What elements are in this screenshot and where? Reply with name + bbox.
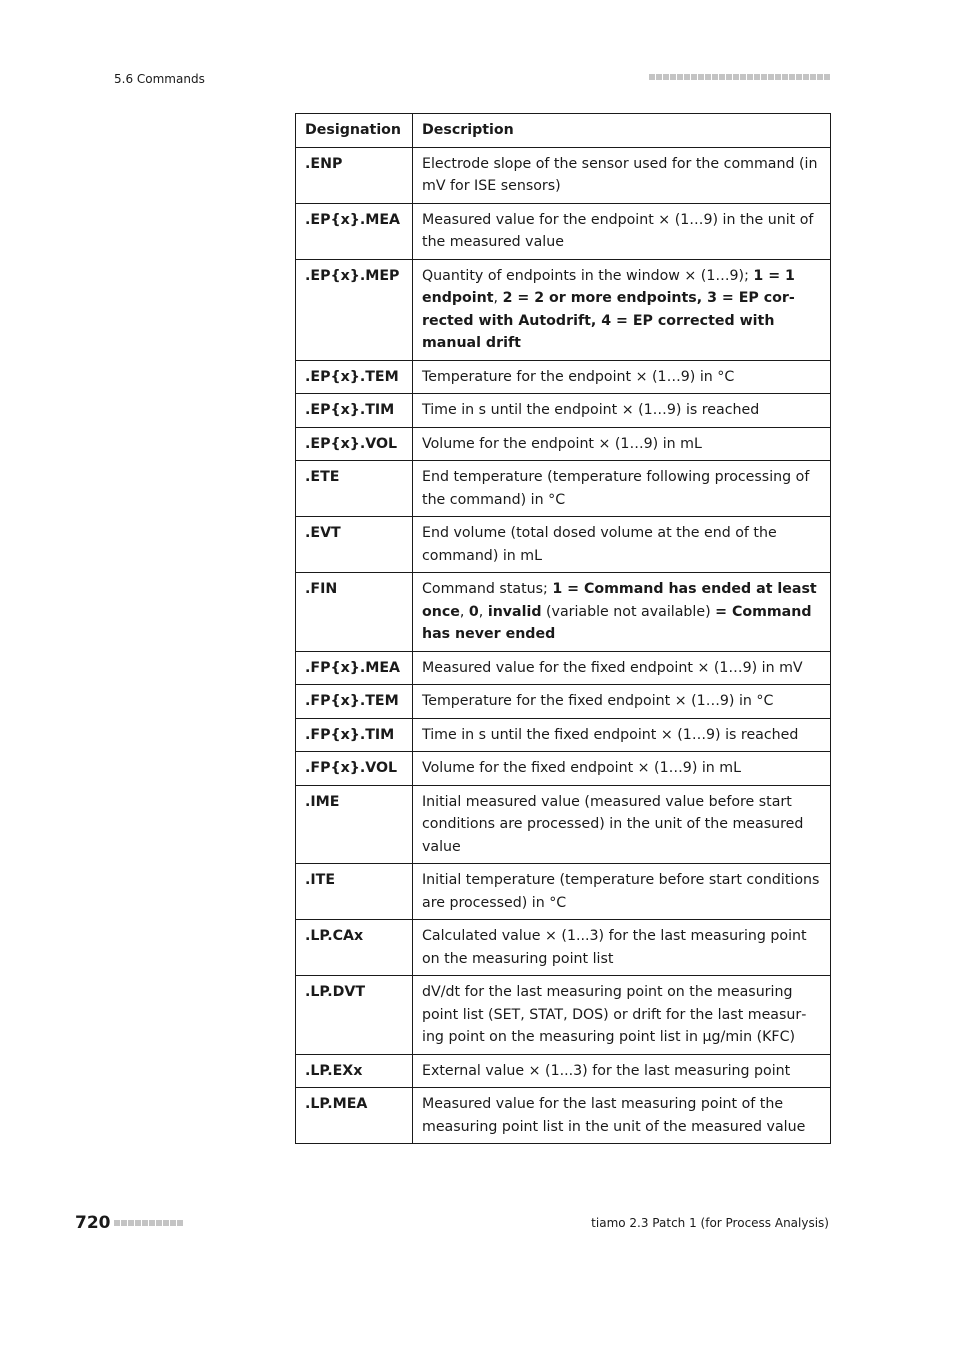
description-cell: Measured value for the last measuring point of the measuring point list in the unit of the measured value [413, 1088, 831, 1144]
table-row [296, 920, 831, 976]
description-cell: Temperature for the endpoint × (1…9) in °C [413, 360, 831, 394]
description-bold-text: 0 [468, 603, 479, 620]
designation-cell: .ENP [296, 147, 413, 203]
description-text: Command status; [422, 581, 553, 597]
header-decoration-squares [649, 74, 830, 80]
description-text: (variable not available) [541, 603, 716, 620]
designation-cell: .LP.MEA [296, 1088, 413, 1144]
description-cell [413, 573, 831, 652]
designation-cell: .FP{x}.TEM [296, 685, 413, 719]
description-bold-text: = Command has never ended [422, 603, 812, 642]
table-row [296, 427, 831, 461]
table-header-row [296, 114, 831, 148]
designation-cell: .ETE [296, 461, 413, 517]
description-cell: Calculated value × (1...3) for the last measuring point on the measuring point list [413, 920, 831, 976]
table-row [296, 685, 831, 719]
command-variables-table [295, 113, 831, 1144]
table-row [296, 360, 831, 394]
description-cell: Measured value for the fixed endpoint × (1…9) in mV [413, 651, 831, 685]
designation-cell: .FIN [296, 573, 413, 652]
designation-cell: .LP.EXx [296, 1054, 413, 1088]
description-cell: Time in s until the endpoint × (1…9) is reached [413, 394, 831, 428]
designation-cell: .EP{x}.TIM [296, 394, 413, 428]
designation-cell: .FP{x}.MEA [296, 651, 413, 685]
table-row [296, 573, 831, 652]
table-row [296, 864, 831, 920]
description-cell: dV/dt for the last measuring point on the measuring point list (SET, STAT, DOS) or drift for the last measuring point on the measuring point list in µg/min (KFC) [413, 976, 831, 1055]
description-bold-text: 1 = Command has ended at least once [422, 581, 817, 620]
description-cell: Volume for the fixed endpoint × (1…9) in mL [413, 752, 831, 786]
column-header-description: Description [413, 114, 831, 148]
column-header-designation: Designation [296, 114, 413, 148]
designation-cell: .EP{x}.MEA [296, 203, 413, 259]
description-cell: External value × (1...3) for the last measuring point [413, 1054, 831, 1088]
table-row [296, 147, 831, 203]
designation-cell: .EP{x}.TEM [296, 360, 413, 394]
description-cell: Initial temperature (temperature before start conditions are processed) in °C [413, 864, 831, 920]
designation-cell: .EP{x}.VOL [296, 427, 413, 461]
designation-cell: .IME [296, 785, 413, 864]
table-row [296, 1088, 831, 1144]
table-row [296, 517, 831, 573]
description-bold-text: invalid [487, 603, 542, 620]
table-row [296, 461, 831, 517]
table-row [296, 203, 831, 259]
description-cell: Electrode slope of the sensor used for the command (in mV for ISE sensors) [413, 147, 831, 203]
description-cell: End temperature (temperature following processing of the command) in °C [413, 461, 831, 517]
description-cell: Time in s until the fixed endpoint × (1…9) is reached [413, 718, 831, 752]
document-title: tiamo 2.3 Patch 1 (for Process Analysis) [591, 1216, 829, 1230]
footer-decoration-squares [114, 1220, 183, 1226]
table-row [296, 976, 831, 1055]
table-row [296, 651, 831, 685]
designation-cell: .EVT [296, 517, 413, 573]
designation-cell: .LP.DVT [296, 976, 413, 1055]
designation-cell: .FP{x}.VOL [296, 752, 413, 786]
designation-cell: .LP.CAx [296, 920, 413, 976]
description-cell: Volume for the endpoint × (1…9) in mL [413, 427, 831, 461]
table-row [296, 259, 831, 360]
table-row [296, 752, 831, 786]
description-bold-text: 1 = 1 endpoint [422, 267, 795, 306]
table-row [296, 718, 831, 752]
table-row [296, 394, 831, 428]
description-cell [413, 259, 831, 360]
description-cell: Measured value for the endpoint × (1…9) in the unit of the measured value [413, 203, 831, 259]
description-cell: End volume (total dosed volume at the end of the command) in mL [413, 517, 831, 573]
description-text: , [478, 603, 488, 620]
description-bold-text: 2 = 2 or more endpoints, 3 = EP corrected with Autodrift, 4 = EP corrected with manual drift [422, 290, 795, 351]
running-header-section: 5.6 Commands [114, 72, 205, 86]
description-text: , [459, 603, 469, 620]
description-text: , [493, 290, 503, 306]
designation-cell: .EP{x}.MEP [296, 259, 413, 360]
designation-cell: .FP{x}.TIM [296, 718, 413, 752]
table-row [296, 785, 831, 864]
table-row [296, 1054, 831, 1088]
description-text: Quantity of endpoints in the window × (1…9); [422, 267, 754, 284]
description-cell: Temperature for the fixed endpoint × (1…9) in °C [413, 685, 831, 719]
designation-cell: .ITE [296, 864, 413, 920]
description-cell: Initial measured value (measured value before start conditions are processed) in the unit of the measured value [413, 785, 831, 864]
page-number: 720 [75, 1213, 111, 1233]
